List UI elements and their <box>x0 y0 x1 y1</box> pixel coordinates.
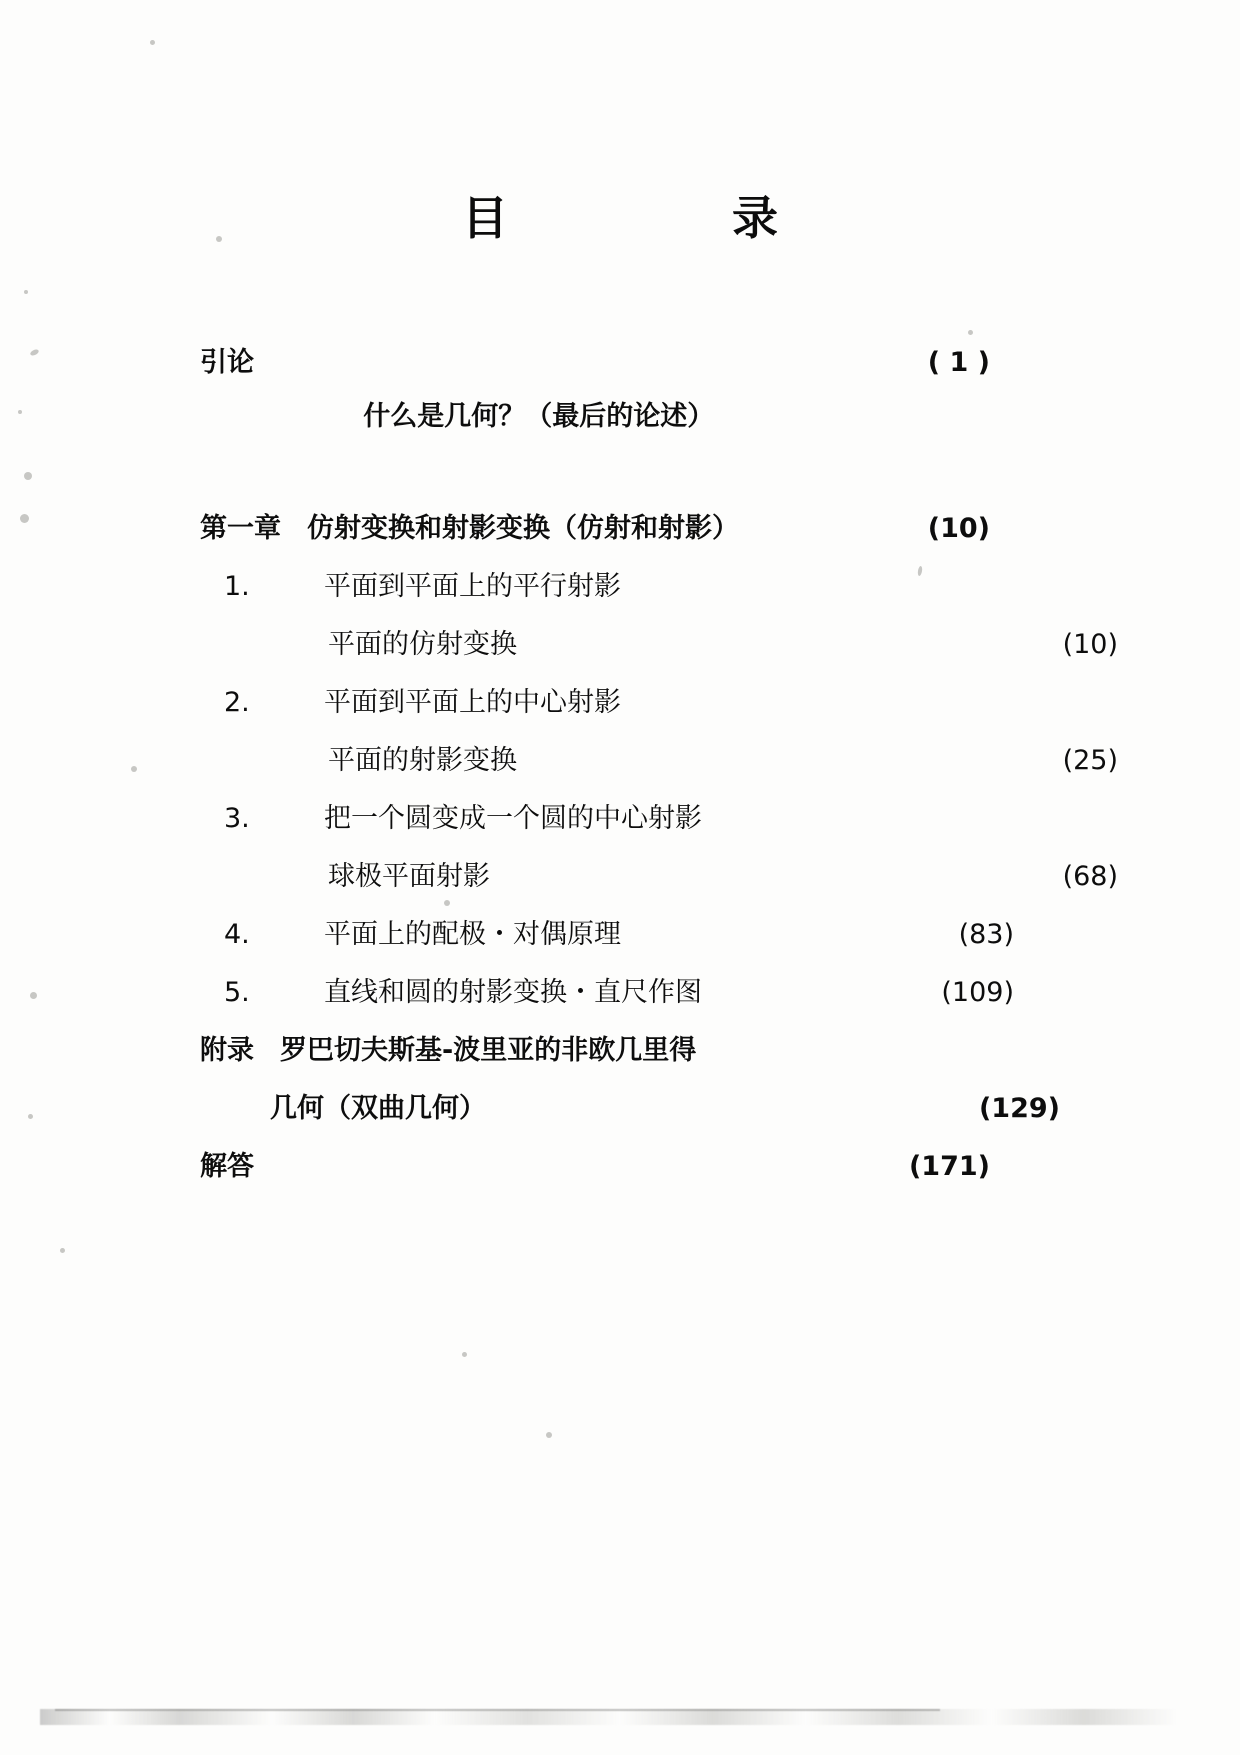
toc-entry[interactable] <box>200 1140 990 1194</box>
toc-entry-index: 引论 <box>200 347 254 378</box>
toc-leader <box>623 568 1008 595</box>
toc-entry-label: 平面的仿射变换 <box>328 629 517 660</box>
toc-entry[interactable] <box>200 850 1118 904</box>
toc-entry-index: 第一章 <box>200 513 281 544</box>
toc-entry-page: (10) <box>1062 629 1118 660</box>
toc-entry-index: 2. <box>224 687 250 718</box>
toc-entry[interactable] <box>200 1024 990 1078</box>
toc-entry-index: 1. <box>224 571 250 602</box>
toc-leader <box>716 344 922 371</box>
toc-leader <box>488 1090 973 1117</box>
table-of-contents <box>200 336 1118 1198</box>
toc-entry-label: 罗巴切夫斯基-波里亚的非欧几里得 <box>280 1035 697 1066</box>
toc-entry-label: 什么是几何？（最后的论述） <box>363 401 715 432</box>
toc-leader <box>704 974 935 1001</box>
toc-entry-page: (83) <box>958 919 1014 950</box>
toc-entry-page: (25) <box>1062 745 1118 776</box>
toc-entry-page: ( 1 ) <box>927 347 990 378</box>
toc-entry-label: 平面到平面上的中心射影 <box>324 687 621 718</box>
toc-leader <box>704 800 1008 827</box>
toc-entry-label: 平面的射影变换 <box>328 745 517 776</box>
toc-entry[interactable] <box>200 908 1014 962</box>
toc-entry[interactable] <box>200 966 1014 1020</box>
toc-entry-label: 直线和圆的射影变换・直尺作图 <box>324 977 702 1008</box>
toc-entry[interactable] <box>200 336 990 498</box>
toc-leader <box>492 858 1057 885</box>
toc-entry[interactable] <box>200 734 1118 788</box>
toc-entry-page: (10) <box>927 513 990 544</box>
scan-artifact-smudge <box>40 1709 1200 1725</box>
toc-leader <box>741 510 922 537</box>
toc-entry-label: 平面到平面上的平行射影 <box>324 571 621 602</box>
toc-leader <box>519 626 1057 653</box>
toc-entry-page: (109) <box>941 977 1014 1008</box>
toc-leader <box>623 684 1008 711</box>
page-title: 目 录 <box>462 191 822 245</box>
toc-entry-label: 几何（双曲几何） <box>270 1093 486 1124</box>
toc-entry-index: 5. <box>224 977 250 1008</box>
toc-entry-index: 解答 <box>200 1151 254 1182</box>
toc-entry-label: 把一个圆变成一个圆的中心射影 <box>324 803 702 834</box>
toc-entry[interactable] <box>200 560 1014 614</box>
toc-entry-page: (68) <box>1062 861 1118 892</box>
toc-leader <box>519 742 1057 769</box>
toc-entry-index: 附录 <box>200 1035 254 1066</box>
toc-entry[interactable] <box>200 676 1014 730</box>
toc-entry[interactable] <box>200 502 990 556</box>
toc-entry[interactable] <box>200 1082 1060 1136</box>
toc-leader <box>256 1148 903 1175</box>
toc-entry-index: 4. <box>224 919 250 950</box>
toc-entry-page: (171) <box>908 1151 990 1182</box>
toc-entry-page: (129) <box>978 1093 1060 1124</box>
toc-entry-index: 3. <box>224 803 250 834</box>
toc-entry-label: 球极平面射影 <box>328 861 490 892</box>
toc-entry[interactable] <box>200 618 1118 672</box>
toc-entry-label: 平面上的配极・对偶原理 <box>324 919 621 950</box>
toc-entry[interactable] <box>200 792 1014 846</box>
toc-entry-label: 仿射变换和射影变换（仿射和射影） <box>307 513 739 544</box>
toc-leader <box>698 1032 984 1059</box>
toc-leader <box>623 916 953 943</box>
